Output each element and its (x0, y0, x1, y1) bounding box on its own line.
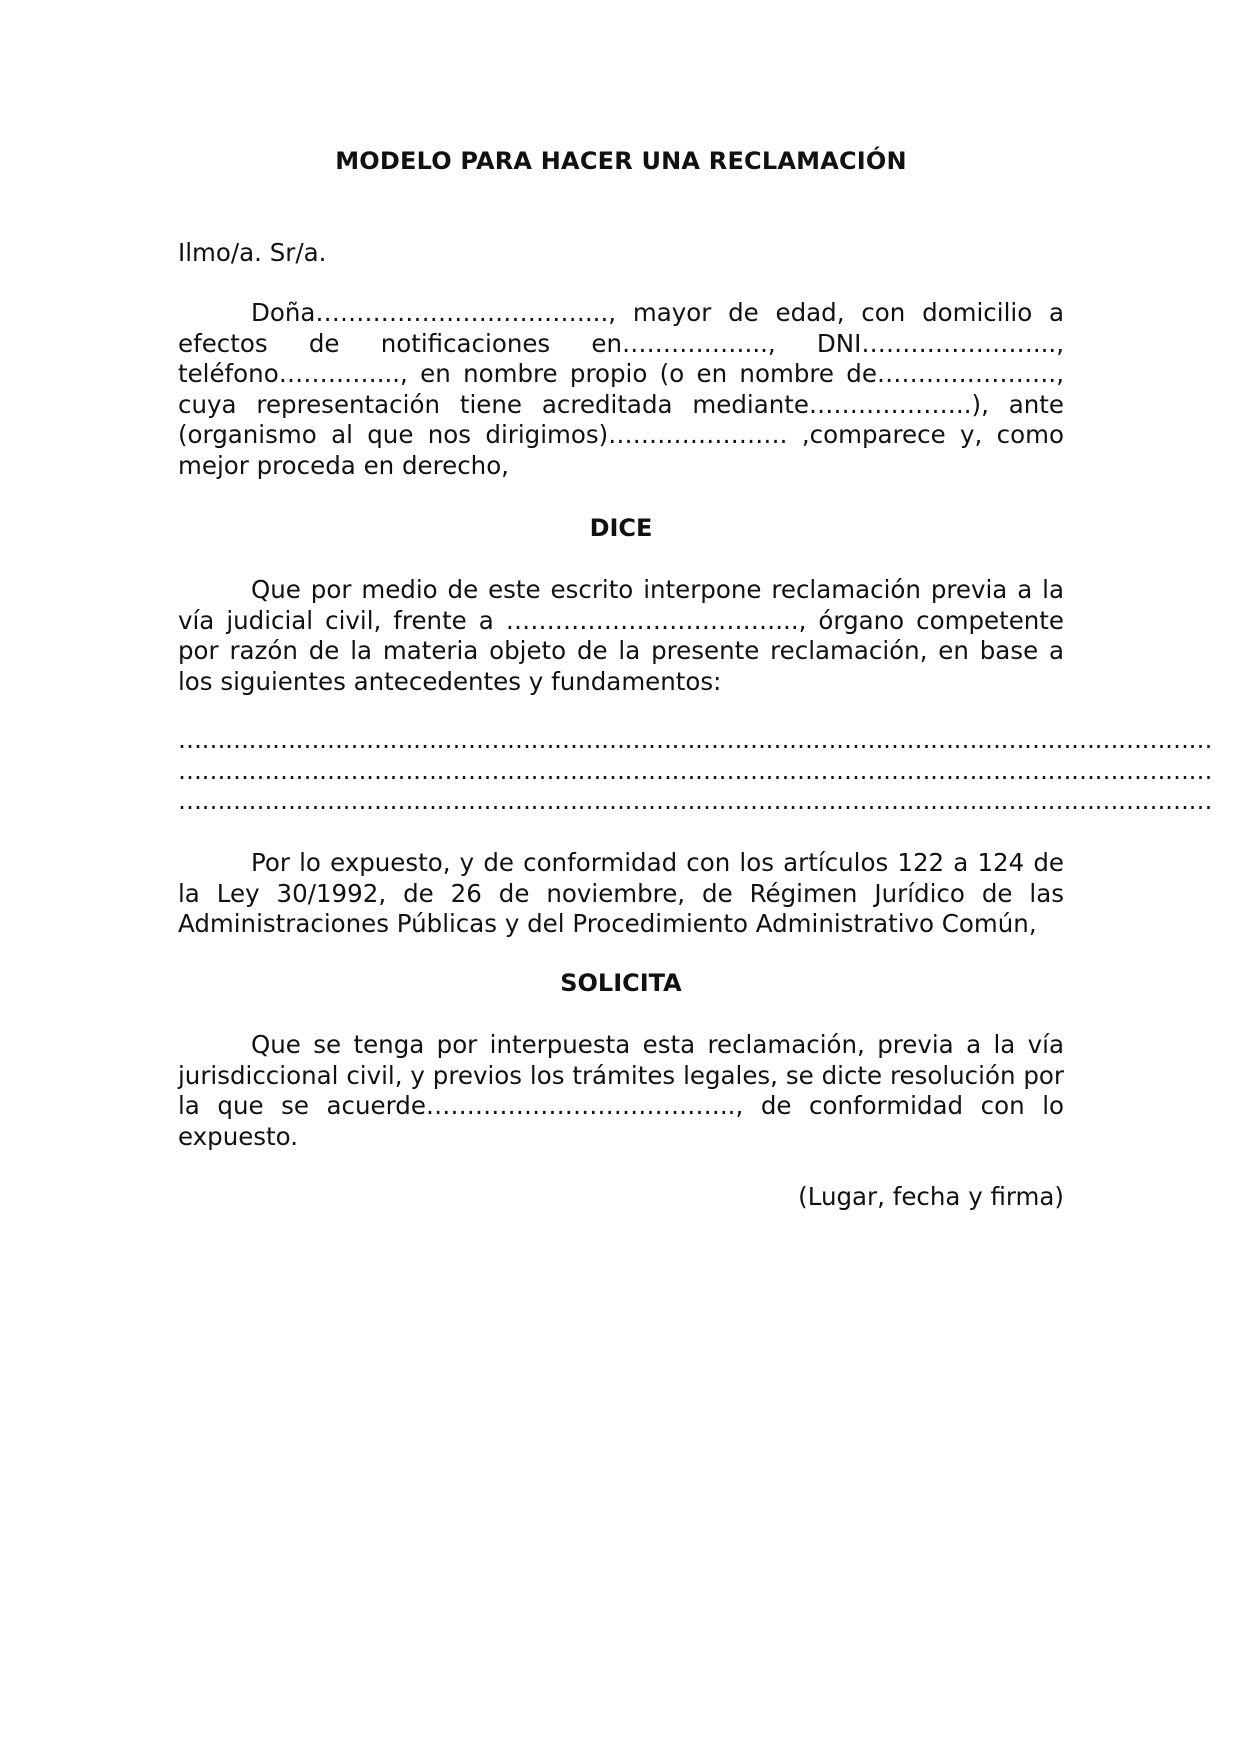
expuesto-paragraph: Por lo expuesto, y de conformidad con los artículos 122 a 124 de la Ley 30/1992, de 26 de noviembre, de Régimen Jurídico de las Administraciones Públicas y del Procedimiento Administrativo Común, (178, 848, 1064, 938)
solicita-paragraph: Que se tenga por interpuesta esta reclamación, previa a la vía jurisdiccional civil, y previos los trámites legales, se dicte resolución por la que se acuerde……………………………….., de conformidad con lo expuesto. (178, 1030, 1064, 1151)
dotted-line: …………………………………………………………………………………………………………………… (178, 757, 1212, 785)
heading-dice: DICE (589, 514, 653, 542)
document-title: MODELO PARA HACER UNA RECLAMACIÓN (335, 147, 907, 175)
closing-signature-line: (Lugar, fecha y firma) (798, 1182, 1064, 1211)
dotted-line: …………………………………………………………………………………………………………………… (178, 787, 1212, 815)
dice-paragraph: Que por medio de este escrito interpone reclamación previa a la vía judicial civil, frente a ……………………………..., órgano competente por razón de la materia objeto de la presente reclamación, en base a los siguientes antecedentes y fundamentos: (178, 575, 1064, 696)
dotted-line: …………………………………………………………………………………………………………………… (178, 726, 1212, 754)
intro-paragraph: Doña……………………………..., mayor de edad, con domicilio a efectos de notificaciones en……………..., DNI…………………..., teléfono…………..., en nombre propio (o en nombre de…………………., cuya representación tiene acreditada mediante………………..), ante (organismo al que nos dirigimos)…………………. ,comparece y, como mejor proceda en derecho, (178, 298, 1064, 480)
heading-solicita: SOLICITA (560, 969, 682, 997)
document-page (178, 0, 1212, 1755)
greeting: Ilmo/a. Sr/a. (178, 238, 327, 267)
